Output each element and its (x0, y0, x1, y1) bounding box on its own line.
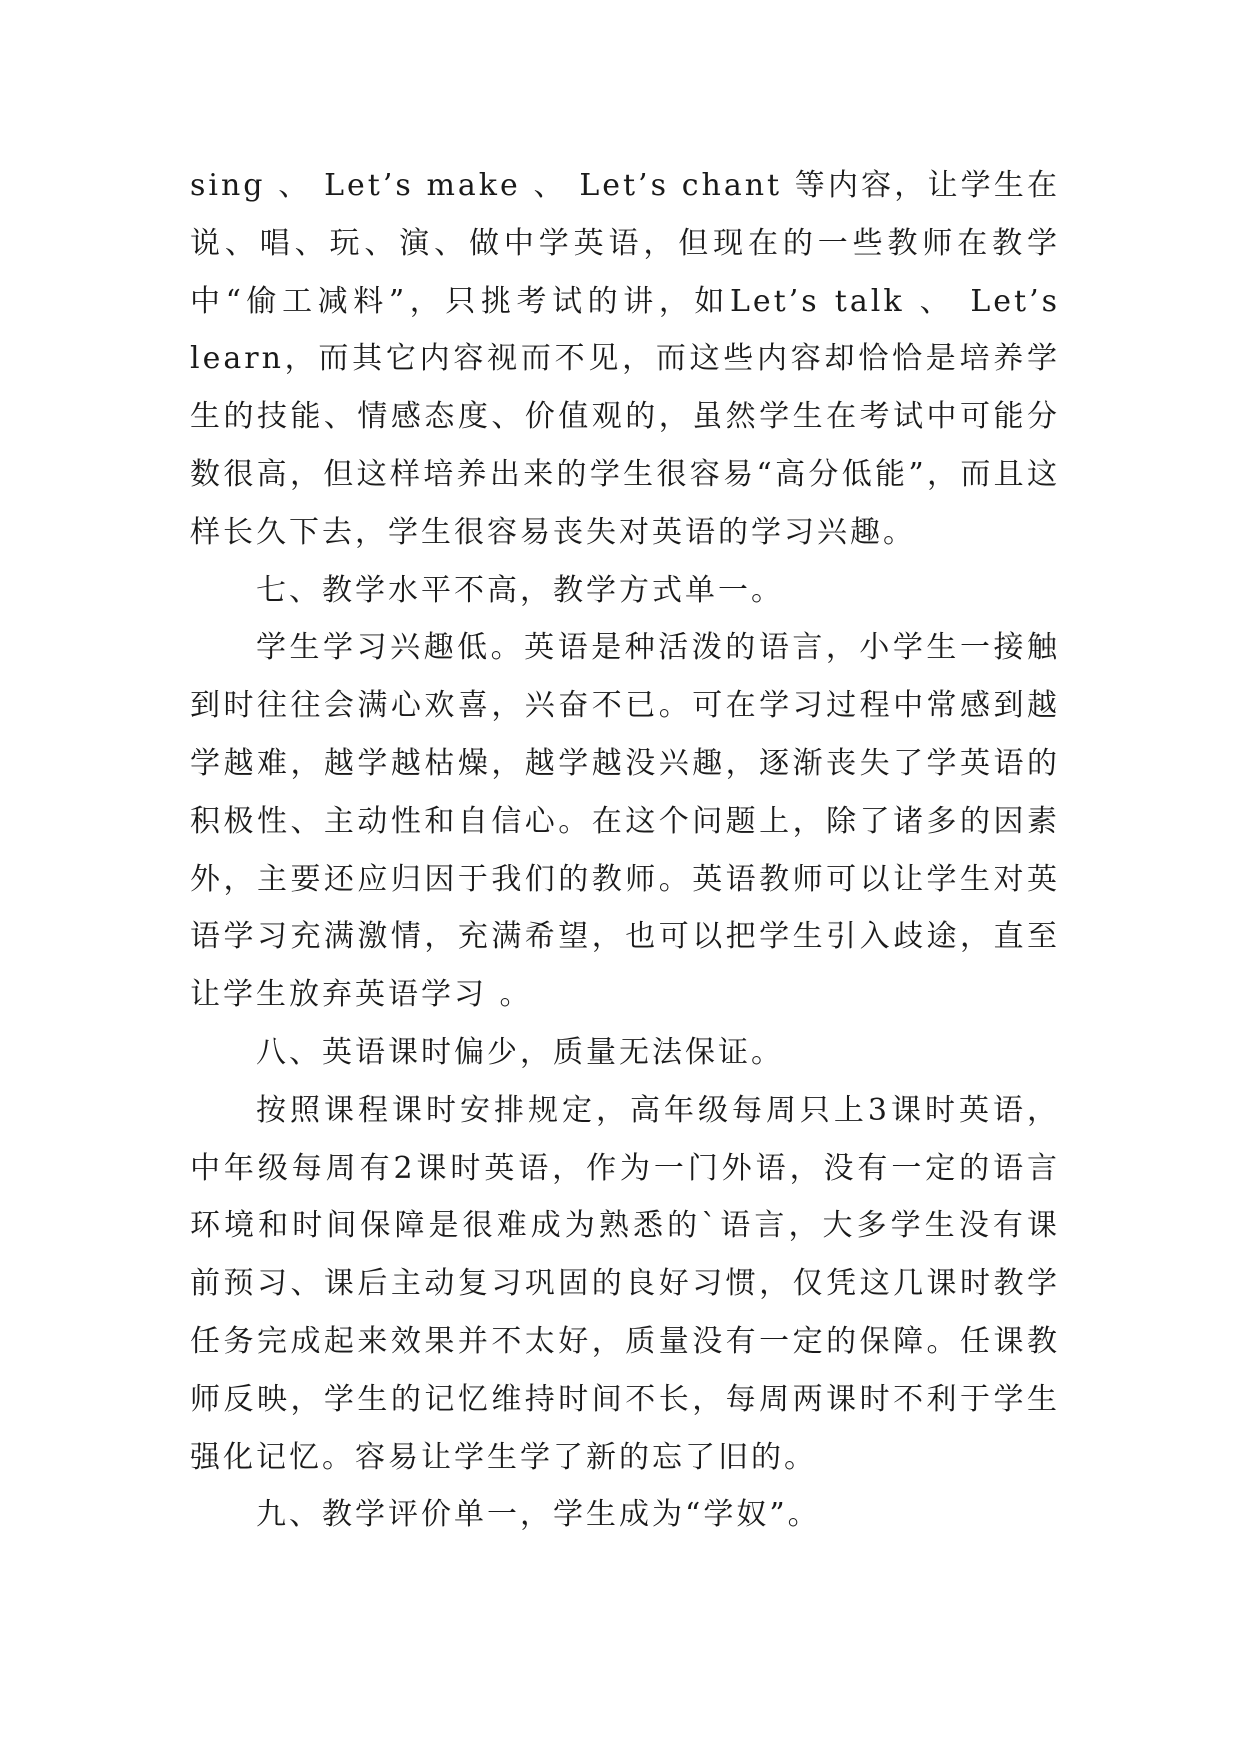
paragraph-continued: sing 、 Let’s make 、 Let’s chant 等内容，让学生在说、唱、玩、演、做中学英语，但现在的一些教师在教学中“偷工减料”，只挑考试的讲，如Let’s talk 、 Let’s learn，而其它内容视而不见，而这些内容却恰恰是培养学生的技能、情感态度、价值观的，虽然学生在考试中可能分数很高，但这样培养出来的学生很容易“高分低能”，而且这样长久下去，学生很容易丧失对英语的学习兴趣。 (190, 168, 1060, 550)
paragraph-learning-interest: 学生学习兴趣低。英语是种活泼的语言，小学生一接触到时往往会满心欢喜，兴奋不已。可在学习过程中常感到越学越难，越学越枯燥，越学越没兴趣，逐渐丧失了学英语的积极性、主动性和自信心。在这个问题上，除了诸多的因素外，主要还应归因于我们的教师。英语教师可以让学生对英语学习充满激情，充满希望，也可以把学生引入歧途，直至让学生放弃英语学习 。 (190, 630, 1060, 1013)
section-heading-7: 七、教学水平不高，教学方式单一。 (256, 572, 784, 608)
document-page (190, 157, 1060, 1544)
section-heading-9: 九、教学评价单一，学生成为“学奴”。 (256, 1497, 821, 1533)
section-heading-8: 八、英语课时偏少，质量无法保证。 (256, 1034, 784, 1070)
paragraph-class-hours: 按照课程课时安排规定，高年级每周只上3课时英语，中年级每周有2课时英语，作为一门外语，没有一定的语言环境和时间保障是很难成为熟悉的`语言，大多学生没有课前预习、课后主动复习巩固的良好习惯，仅凭这几课时教学任务完成起来效果并不太好，质量没有一定的保障。任课教师反映，学生的记忆维持时间不长，每周两课时不利于学生强化记忆。容易让学生学了新的忘了旧的。 (190, 1092, 1060, 1475)
